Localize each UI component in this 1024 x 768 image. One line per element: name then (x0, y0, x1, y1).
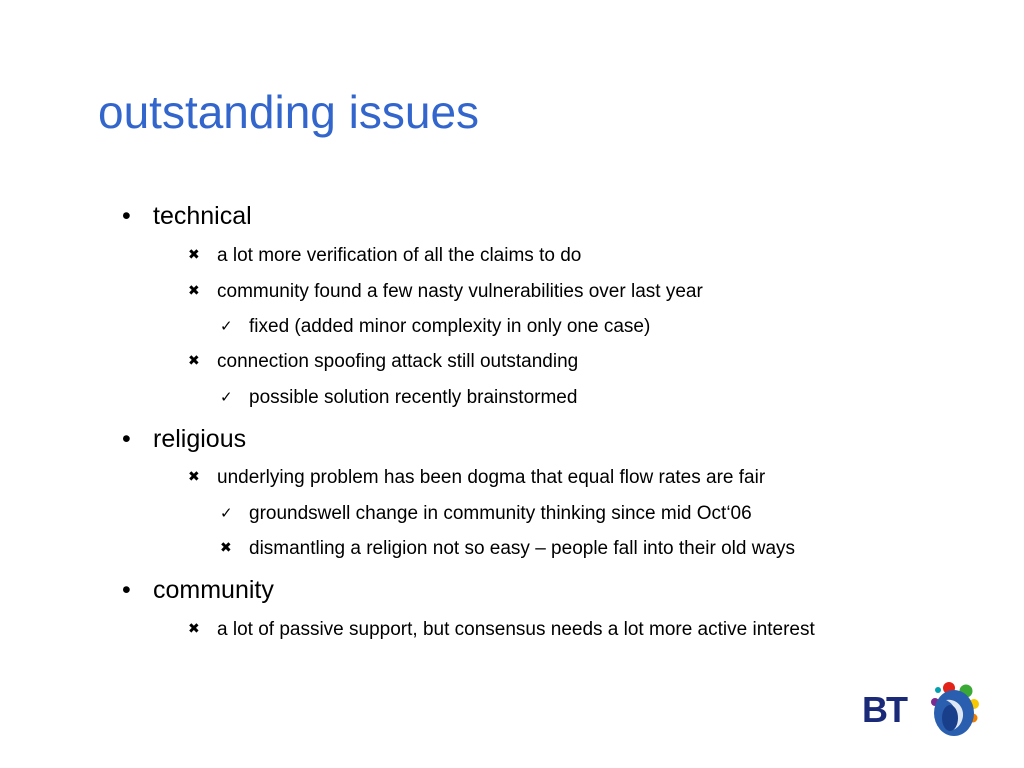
sub-sub-bullet (220, 536, 795, 562)
checkmark-icon: ✓ (220, 505, 233, 522)
sub-sub-bullet (220, 385, 577, 412)
sub-bullet (188, 243, 581, 269)
bullet-dot-icon: • (122, 425, 131, 453)
sub-bullet (188, 465, 765, 491)
cross-icon: ✖ (188, 352, 200, 368)
bullet-text: fixed (added minor complexity in only one case) (249, 316, 651, 337)
sub-sub-bullet (220, 501, 752, 528)
bullet-community (122, 575, 274, 605)
bullet-dot-icon: • (122, 576, 131, 604)
globe-dot-teal (935, 687, 941, 693)
bullet-text: possible solution recently brainstormed (249, 387, 578, 408)
cross-icon: ✖ (220, 539, 232, 555)
bullet-text: technical (153, 202, 252, 230)
bullet-text: underlying problem has been dogma that equal flow rates are fair (217, 467, 766, 488)
bullet-text: a lot of passive support, but consensus needs a lot more active interest (217, 619, 815, 640)
bullet-text: a lot more verification of all the claims to do (217, 245, 582, 266)
bullet-text: community found a few nasty vulnerabilities over last year (217, 281, 703, 302)
checkmark-icon: ✓ (220, 389, 233, 406)
cross-icon: ✖ (188, 620, 200, 636)
bt-logo-text: BT (862, 689, 906, 730)
bullet-text: religious (153, 425, 247, 453)
bullet-text: community (153, 576, 274, 604)
bullet-technical (122, 201, 252, 231)
sub-bullet (188, 617, 815, 643)
cross-icon: ✖ (188, 468, 200, 484)
bullet-religious (122, 424, 246, 454)
bullet-text: dismantling a religion not so easy – people fall into their old ways (249, 538, 796, 559)
bullet-dot-icon: • (122, 202, 131, 230)
sub-bullet (188, 349, 578, 375)
sub-sub-bullet (220, 314, 650, 341)
sub-bullet (188, 279, 703, 305)
cross-icon: ✖ (188, 246, 200, 262)
cross-icon: ✖ (188, 282, 200, 298)
checkmark-icon: ✓ (220, 318, 233, 335)
bullet-text: groundswell change in community thinking since mid Oct‘06 (249, 503, 752, 524)
bullet-text: connection spoofing attack still outstanding (217, 351, 579, 372)
bt-piper-globe-icon (922, 678, 982, 740)
globe-shade (942, 705, 958, 731)
bt-logo (862, 678, 982, 740)
slide-title: outstanding issues (98, 86, 480, 138)
